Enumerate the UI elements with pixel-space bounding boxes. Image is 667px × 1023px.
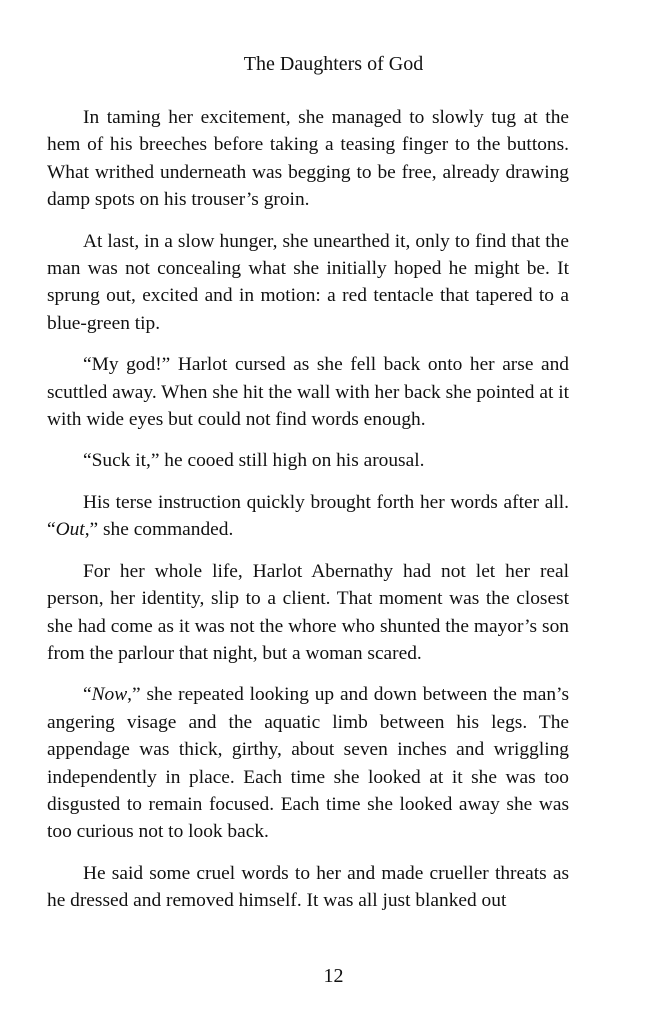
paragraph-text: ,” she repeated looking up and down between the man’s angering visage and the aquatic limb between his legs. The appendage was thick, girthy, about seven inches and wriggling independently in place. Each time she looked at it she was too disgusted to remain focused. Each time she looked away she was too curious not to look back. [47, 684, 569, 843]
paragraph: For her whole life, Harlot Abernathy had not let her real person, her identity, slip to a client. That moment was the closest she had come as it was not the whore who shunted the mayor’s son from the parlour that night, but a woman scared. [47, 560, 569, 664]
body-text [47, 104, 569, 915]
paragraph: At last, in a slow hunger, she unearthed it, only to find that the man was not concealing what she initially hoped he might be. It sprung out, excited and in motion: a red tentacle that tapered to a blue-green tip. [47, 230, 569, 334]
paragraph: “Suck it,” he cooed still high on his arousal. [83, 450, 425, 472]
paragraph: In taming her excitement, she managed to slowly tug at the hem of his breeches before taking a teasing finger to the buttons. What writhed underneath was begging to be free, already drawing damp spots on his trouser’s groin. [47, 107, 569, 211]
paragraph-text: “ [83, 684, 92, 706]
paragraph: He said some cruel words to her and made crueller threats as he dressed and removed himself. It was all just blanked out [47, 862, 569, 912]
page-number: 12 [323, 965, 344, 987]
paragraph: “My god!” Harlot cursed as she fell back onto her arse and scuttled away. When she hit the wall with her back she pointed at it with wide eyes but could not find words enough. [47, 354, 569, 431]
paragraph [47, 489, 569, 544]
paragraph [47, 681, 569, 845]
running-header-title: The Daughters of God [243, 53, 424, 75]
italic-word: Now [91, 684, 128, 706]
paragraph-text: His terse instruction quickly brought forth her words after all. “ [47, 491, 569, 541]
italic-word: Out [55, 519, 85, 541]
paragraph-text: ,” she commanded. [84, 519, 234, 541]
